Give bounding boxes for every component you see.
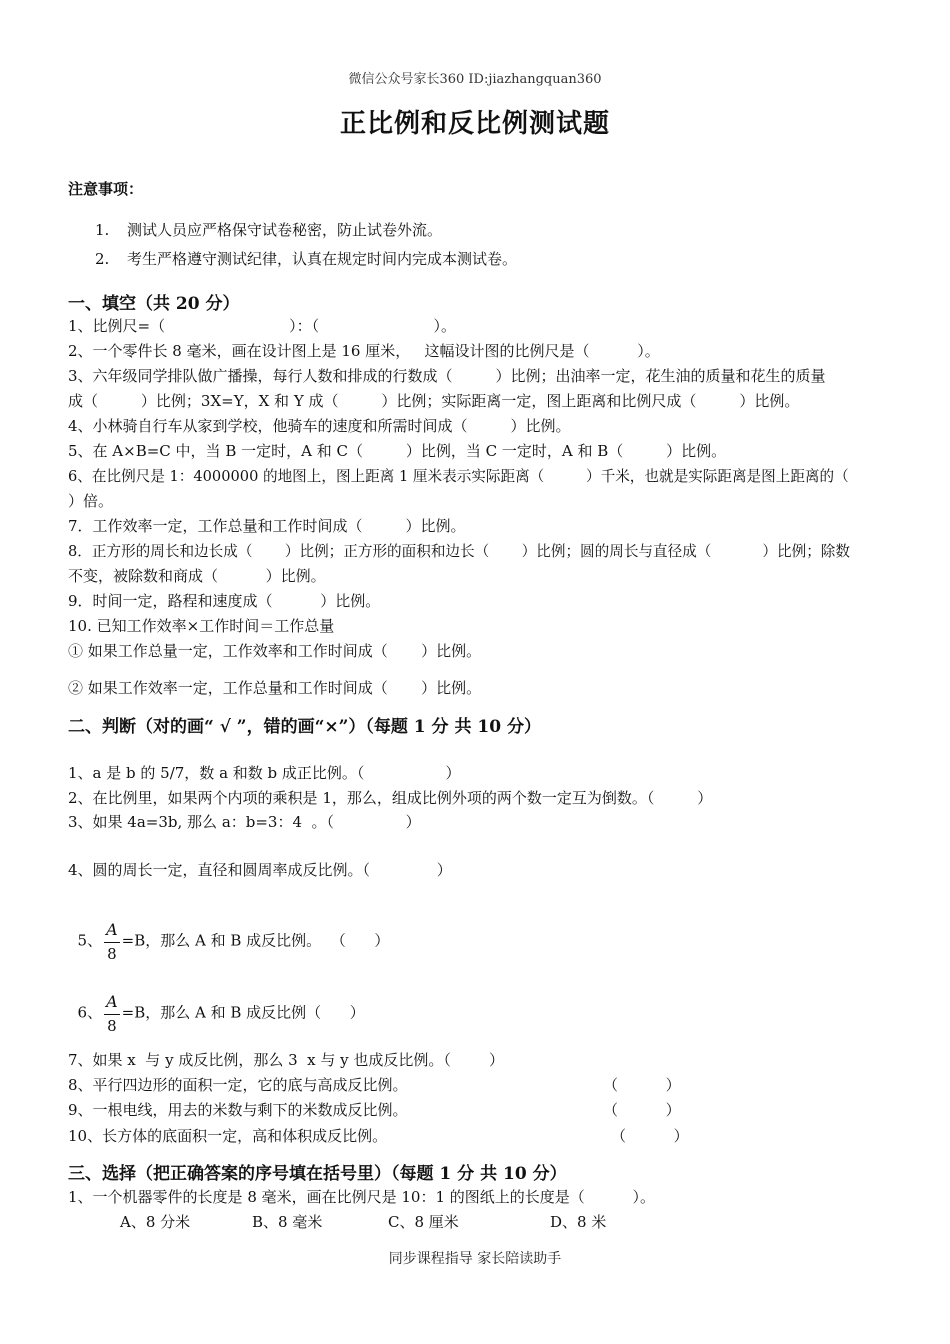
question-line: ① 如果工作总量一定，工作效率和工作时间成（ ）比例。 (68, 642, 482, 660)
question-line: 7、如果 x 与 y 成反比例，那么 3 x 与 y 也成反比例。（ ） (68, 1051, 505, 1069)
question-line: 4、小林骑自行车从家到学校，他骑车的速度和所需时间成（ ）比例。 (68, 417, 571, 435)
question-line: 1、一个机器零件的长度是 8 毫米，画在比例尺是 10：1 的图纸上的长度是（ ）。 (68, 1188, 655, 1206)
question-line: 8．正方形的周长和边长成（ ）比例；正方形的面积和边长（ ）比例；圆的周长与直径成（ ）比例；除数 (68, 543, 850, 560)
question-line: 8、平行四边形的面积一定，它的底与高成反比例。 (68, 1076, 408, 1094)
notice-item-number: 1. (95, 221, 110, 239)
answer-bracket: （ ） (603, 1101, 681, 1119)
question-line: 9．时间一定，路程和速度成（ ）比例。 (68, 592, 381, 610)
question-prefix: 5、 (77, 931, 103, 950)
notice-item-text: 测试人员应严格保守试卷秘密，防止试卷外流。 (127, 221, 443, 239)
page-title: 正比例和反比例测试题 (339, 109, 610, 139)
answer-bracket: （ ） (611, 1127, 689, 1145)
question-line: 3、六年级同学排队做广播操，每行人数和排成的行数成（ ）比例；出油率一定，花生油的质量和花生的质量 (68, 367, 826, 385)
question-line: 2、一个零件长 8 毫米，画在设计图上是 16 厘米， 这幅设计图的比例尺是（ ）。 (68, 342, 660, 360)
question-suffix: =B，那么 A 和 B 成反比例。 （ ） (121, 931, 390, 950)
notice-heading: 注意事项： (68, 180, 144, 198)
question-line: ② 如果工作效率一定，工作总量和工作时间成（ ）比例。 (68, 679, 482, 697)
notice-item (95, 219, 442, 240)
question-line: 成（ ）比例；3X=Y，X 和 Y 成（ ）比例；实际距离一定，图上距离和比例尺成（ ）比例。 (68, 392, 800, 410)
option-a: A、8 分米 (120, 1213, 191, 1231)
question-suffix: =B，那么 A 和 B 成反比例（ ） (121, 1003, 365, 1022)
question-line: 10、长方体的底面积一定，高和体积成反比例。 (68, 1127, 388, 1145)
fraction-denominator: 8 (107, 944, 117, 963)
question-line: 不变，被除数和商成（ ）比例。 (68, 567, 326, 585)
section-judge-title: 二、判断（对的画“ √ ”，错的画“×”）（每题 1 分 共 10 分） (68, 717, 541, 737)
page-footer: 同步课程指导 家长陪读助手 (388, 1251, 562, 1267)
section-choice-title: 三、选择（把正确答案的序号填在括号里）（每题 1 分 共 10 分） (68, 1164, 567, 1184)
question-line: ）倍。 (68, 492, 114, 510)
question-line: 2、在比例里，如果两个内项的乘积是 1，那么，组成比例外项的两个数一定互为倒数。（ ） (68, 789, 713, 807)
question-line: 1、a 是 b 的 5/7，数 a 和数 b 成正比例。（ ） (68, 764, 461, 782)
option-b: B、8 毫米 (252, 1213, 323, 1231)
question-line: 5、在 A×B=C 中，当 B 一定时，A 和 C（ ）比例，当 C 一定时，A 和 B（ ）比例。 (68, 442, 727, 460)
question-line-fraction (68, 903, 389, 962)
page-header: 微信公众号家长360 ID:jiazhangquan360 (348, 72, 602, 87)
question-line: 10. 已知工作效率×工作时间＝工作总量 (68, 617, 335, 635)
answer-bracket: （ ） (603, 1076, 681, 1094)
question-line: 1、比例尺=（ ）：（ ）。 (68, 317, 457, 335)
fraction (104, 921, 120, 962)
question-line-fraction (68, 975, 365, 1034)
notice-item (95, 248, 517, 269)
fraction-numerator: A (104, 921, 120, 943)
question-line: 4、圆的周长一定，直径和圆周率成反比例。（ ） (68, 861, 452, 879)
question-line: 3、如果 4a=3b, 那么 a：b=3：4 。（ ） (68, 813, 421, 831)
question-line: 7．工作效率一定，工作总量和工作时间成（ ）比例。 (68, 517, 466, 535)
section-fill-title: 一、填空（共 20 分） (68, 294, 240, 314)
fraction-denominator: 8 (107, 1016, 117, 1035)
fraction (104, 993, 120, 1034)
notice-item-text: 考生严格遵守测试纪律，认真在规定时间内完成本测试卷。 (127, 250, 518, 268)
option-c: C、8 厘米 (388, 1213, 459, 1231)
notice-item-number: 2. (95, 250, 110, 268)
fraction-numerator: A (104, 993, 120, 1015)
question-line: 6、在比例尺是 1：4000000 的地图上，图上距离 1 厘米表示实际距离（ ）千米，也就是实际距离是图上距离的（ (68, 468, 849, 485)
question-line: 9、一根电线，用去的米数与剩下的米数成反比例。 (68, 1101, 408, 1119)
option-d: D、8 米 (550, 1213, 607, 1231)
question-prefix: 6、 (77, 1003, 103, 1022)
